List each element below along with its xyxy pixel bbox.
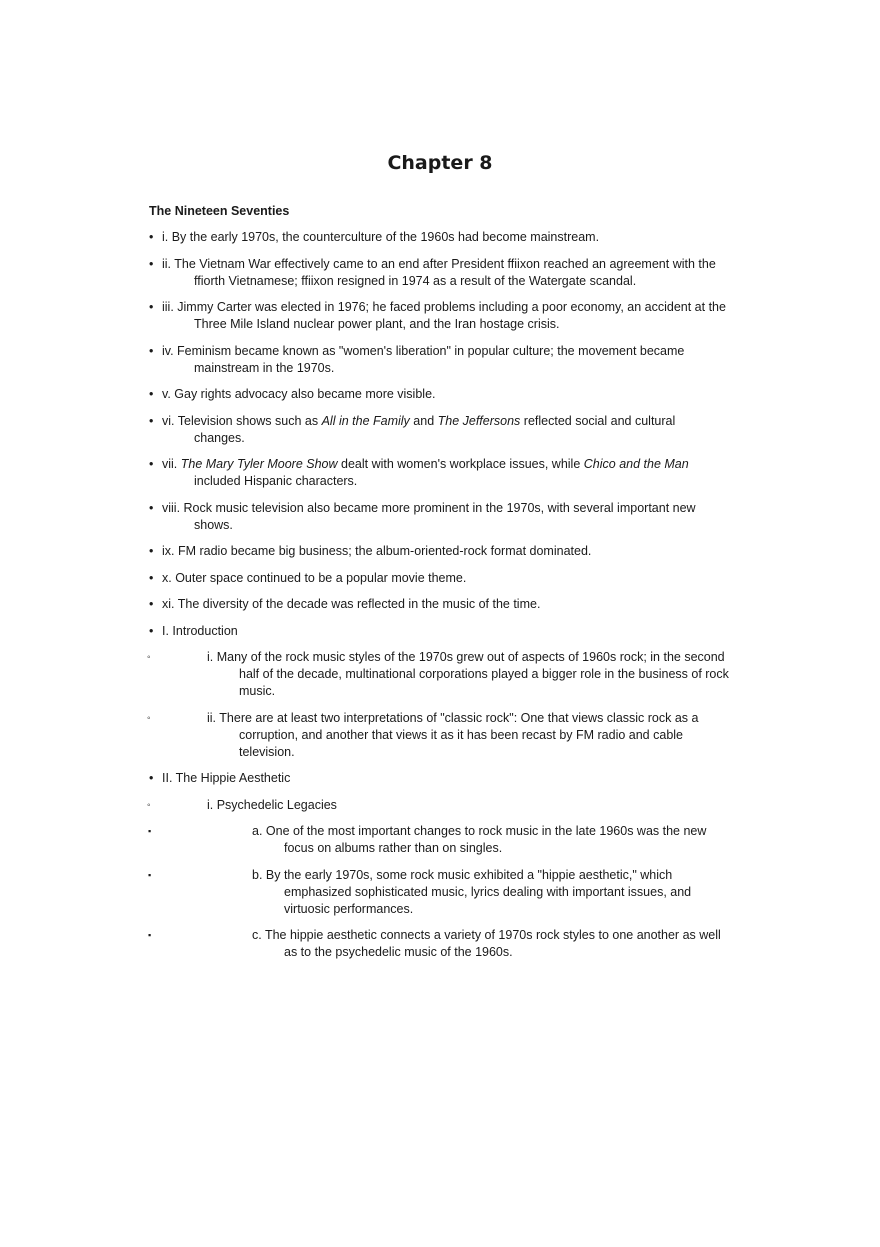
bullet-marker: •	[149, 343, 154, 358]
outline-list	[0, 229, 880, 971]
outline-item-text	[162, 543, 729, 560]
outline-item-level1	[0, 770, 880, 787]
text-segment: i. Psychedelic Legacies	[207, 797, 337, 812]
outline-item-level1	[0, 343, 880, 377]
text-segment: included Hispanic characters.	[194, 474, 358, 488]
italic-title-text: All in the Family	[321, 413, 410, 428]
outline-item-text	[162, 596, 729, 613]
bullet-marker: ▪	[148, 826, 152, 836]
bullet-marker: •	[149, 413, 154, 428]
bullet-marker: ▪	[148, 930, 152, 940]
outline-item-level1	[0, 413, 880, 447]
text-segment: vii.	[162, 457, 181, 471]
bullet-marker: •	[149, 623, 154, 638]
bullet-marker: •	[149, 230, 154, 244]
text-segment: x. Outer space continued to be a popular movie theme.	[162, 570, 467, 585]
outline-item-level1	[0, 299, 880, 333]
text-segment: v. Gay rights advocacy also became more visible.	[162, 387, 436, 401]
bullet-marker: •	[149, 256, 154, 271]
bullet-marker: •	[149, 300, 154, 314]
text-segment: reflected social and cultural changes.	[194, 413, 676, 445]
outline-item-level2	[0, 710, 880, 761]
italic-title-text: The Jeffersons	[437, 413, 521, 428]
text-segment: i. Many of the rock music styles of the 1970s grew out of aspects of 1960s rock; in the second half of the decade, multinational corporations played a bigger role in the business of rock music.	[207, 650, 729, 698]
bullet-marker: •	[149, 457, 154, 471]
outline-item-text	[207, 710, 729, 761]
bullet-marker: ◦	[147, 712, 151, 724]
text-segment: II. The Hippie Aesthetic	[162, 771, 291, 785]
outline-item-text	[252, 867, 729, 918]
outline-item-level1	[0, 500, 880, 534]
outline-item-level1	[0, 386, 880, 403]
outline-item-text	[162, 456, 729, 490]
text-segment: ix. FM radio became big business; the album-oriented-rock format dominated.	[162, 544, 592, 558]
outline-item-text	[162, 256, 729, 290]
text-segment: c. The hippie aesthetic connects a variety of 1970s rock styles to one another as well as to the psychedelic music of the 1960s.	[252, 928, 721, 959]
text-segment: ii. There are at least two interpretations of "classic rock": One that views classic rock as a corruption, and another that views it as it has been recast by FM radio and cable television.	[207, 710, 699, 759]
outline-item-level3	[0, 867, 880, 918]
text-segment: dealt with women's workplace issues, while	[337, 457, 584, 471]
outline-item-level2	[0, 797, 880, 814]
text-segment: viii. Rock music television also became more prominent in the 1970s, with several important new shows.	[162, 500, 696, 532]
bullet-marker: ◦	[147, 799, 151, 811]
text-segment: iv. Feminism became known as "women's liberation" in popular culture; the movement became mainstream in the 1970s.	[162, 343, 685, 375]
bullet-marker: •	[149, 771, 154, 785]
bullet-marker: ◦	[147, 652, 151, 663]
italic-title-text: Chico and the Man	[583, 457, 689, 471]
outline-item-level3	[0, 927, 880, 961]
outline-item-text	[162, 386, 729, 403]
bullet-marker: •	[149, 387, 154, 401]
outline-item-text	[207, 649, 729, 700]
outline-item-text	[162, 570, 729, 587]
outline-item-text	[162, 770, 729, 787]
outline-item-text	[162, 623, 729, 640]
text-segment: xi. The diversity of the decade was reflected in the music of the time.	[162, 597, 541, 611]
outline-item-level1	[0, 623, 880, 640]
page-title: Chapter 8	[387, 152, 493, 174]
text-segment: and	[409, 413, 438, 428]
outline-item-text	[162, 299, 729, 333]
bullet-marker: ▪	[148, 869, 152, 880]
text-segment: iii. Jimmy Carter was elected in 1976; he faced problems including a poor economy, an accident at the Three Mile Island nuclear power plant, and the Iran hostage crisis.	[162, 300, 726, 331]
outline-item-level1	[0, 596, 880, 613]
outline-item-level3	[0, 823, 880, 857]
outline-item-text	[162, 229, 729, 246]
bullet-marker: •	[149, 544, 154, 558]
text-segment: a. One of the most important changes to rock music in the late 1960s was the new focus on albums rather than on singles.	[252, 824, 707, 855]
section-heading: The Nineteen Seventies	[149, 204, 290, 218]
outline-item-text	[162, 500, 729, 534]
text-segment: I. Introduction	[162, 623, 238, 638]
italic-title-text: The Mary Tyler Moore Show	[180, 457, 338, 471]
text-segment: b. By the early 1970s, some rock music exhibited a "hippie aesthetic," which emphasized sophisticated music, lyrics dealing with important issues, and virtuosic performances.	[252, 867, 692, 916]
outline-item-level1	[0, 543, 880, 560]
text-segment: i. By the early 1970s, the counterculture of the 1960s had become mainstream.	[162, 230, 600, 244]
text-segment: ii. The Vietnam War effectively came to an end after President ffiixon reached an agreement with the ffiorth Vietnamese; ffiixon resigned in 1974 as a result of the Watergate scandal.	[162, 256, 716, 288]
outline-item-text	[162, 413, 729, 447]
outline-item-level1	[0, 229, 880, 246]
bullet-marker: •	[149, 500, 154, 515]
bullet-marker: •	[149, 570, 154, 585]
outline-item-level2	[0, 649, 880, 700]
outline-item-level1	[0, 256, 880, 290]
outline-item-level1	[0, 570, 880, 587]
outline-item-text	[252, 927, 729, 961]
outline-item-text	[252, 823, 729, 857]
text-segment: vi. Television shows such as	[162, 413, 322, 428]
bullet-marker: •	[149, 597, 154, 611]
outline-item-text	[162, 343, 729, 377]
outline-item-level1	[0, 456, 880, 490]
outline-item-text	[207, 797, 729, 814]
